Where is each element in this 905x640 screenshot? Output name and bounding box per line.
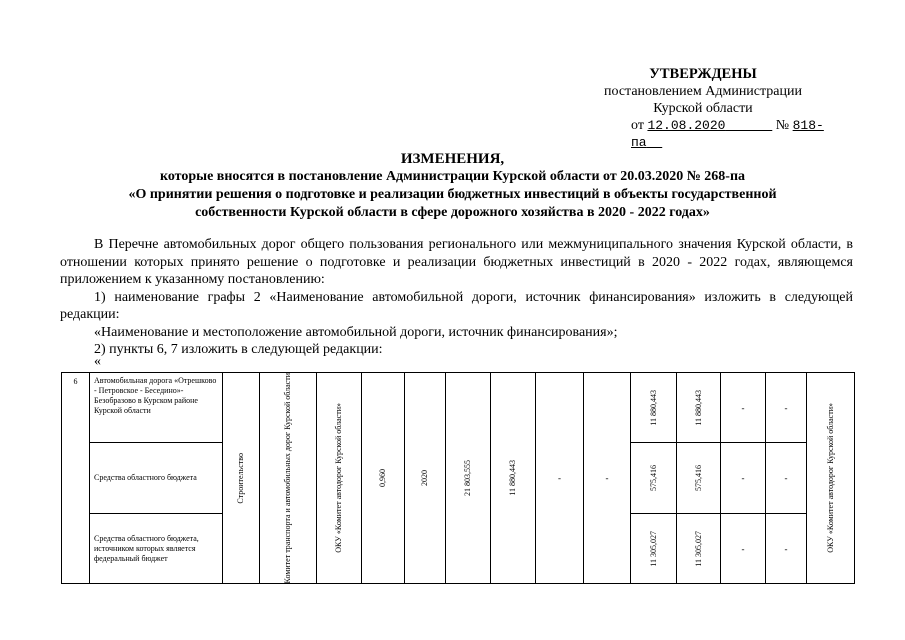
approval-number: 818-па — [631, 118, 824, 150]
dash-cell: - — [721, 513, 766, 584]
row-number: 6 — [62, 373, 90, 584]
capacity-cell: 0,960 — [362, 373, 405, 584]
dash-cell: - — [766, 373, 807, 443]
regional-budget-cell: Средства областного бюджета — [90, 443, 223, 513]
approval-heading: УТВЕРЖДЕНЫ — [649, 66, 757, 82]
document-title — [60, 150, 845, 222]
year-cell: 2020 — [405, 373, 446, 584]
table-row — [62, 373, 855, 443]
number-label: № — [775, 118, 790, 133]
dash-cell: - — [721, 443, 766, 513]
dash-cell: - — [721, 373, 766, 443]
paragraph-4: 2) пункты 6, 7 изложить в следующей редакции: — [94, 342, 383, 357]
federal-budget-cell: Средства областного бюджета, источником которых является федеральный бюджет — [90, 513, 223, 584]
approval-block — [573, 66, 833, 151]
dash-cell: - — [584, 373, 631, 584]
work-type-cell: Строительство — [223, 373, 260, 584]
value-cell: 11 305,027 — [631, 513, 677, 584]
value-cell: 575,416 — [677, 443, 721, 513]
value-cell: 11 305,027 — [677, 513, 721, 584]
paragraph-2: 1) наименование графы 2 «Наименование автомобильной дороги, источник финансирования» изложить в следующей редакции: — [60, 289, 853, 322]
recipient-cell: ОКУ «Комитет автодорог Курской области» — [807, 373, 855, 584]
title-line-1: которые вносятся в постановление Администрации Курской области от 20.03.2020 № 268-па — [159, 169, 746, 184]
title-line-3: собственности Курской области в сфере дорожного хозяйства в 2020 - 2022 годах» — [195, 205, 710, 220]
dash-cell: - — [766, 443, 807, 513]
dash-cell: - — [766, 513, 807, 584]
value-cell: 11 880,443 — [677, 373, 721, 443]
estimated-cost-cell: 21 803,555 — [446, 373, 491, 584]
customer-cell: Комитет транспорта и автомобильных дорог Курской области — [260, 373, 317, 584]
document-body — [60, 236, 853, 359]
approval-date-line — [573, 117, 833, 151]
investment-table — [61, 372, 855, 584]
title-line-2: «О принятии решения о подготовке и реализации бюджетных инвестиций в объекты государственной — [128, 187, 777, 202]
paragraph-1: В Перечне автомобильных дорог общего пользования регионального или межмуниципального значения Курской области, в отношении которых принято решение о подготовке и реализации бюджетных инвестиций в 2020 - 2022 годах, являющемся приложением к указанному постановлению: — [60, 237, 853, 287]
approval-date: 12.08.2020 — [647, 118, 726, 133]
title-main: ИЗМЕНЕНИЯ, — [400, 151, 505, 167]
approval-line-1: постановлением Администрации — [604, 84, 802, 99]
total-investment-cell: 11 880,443 — [491, 373, 536, 584]
approval-line-2: Курской области — [653, 101, 753, 116]
from-label: от — [631, 118, 644, 133]
developer-cell: ОКУ «Комитет автодорог Курской области» — [317, 373, 362, 584]
value-cell: 575,416 — [631, 443, 677, 513]
dash-cell: - — [536, 373, 584, 584]
value-cell: 11 880,443 — [631, 373, 677, 443]
paragraph-3: «Наименование и местоположение автомобильной дороги, источник финансирования»; — [94, 324, 618, 340]
road-name-cell: Автомобильная дорога «Отрешково - Петровское - Беседино»- Безобразово в Курском районе Курской области — [90, 373, 223, 443]
opening-quote: « — [94, 354, 101, 369]
